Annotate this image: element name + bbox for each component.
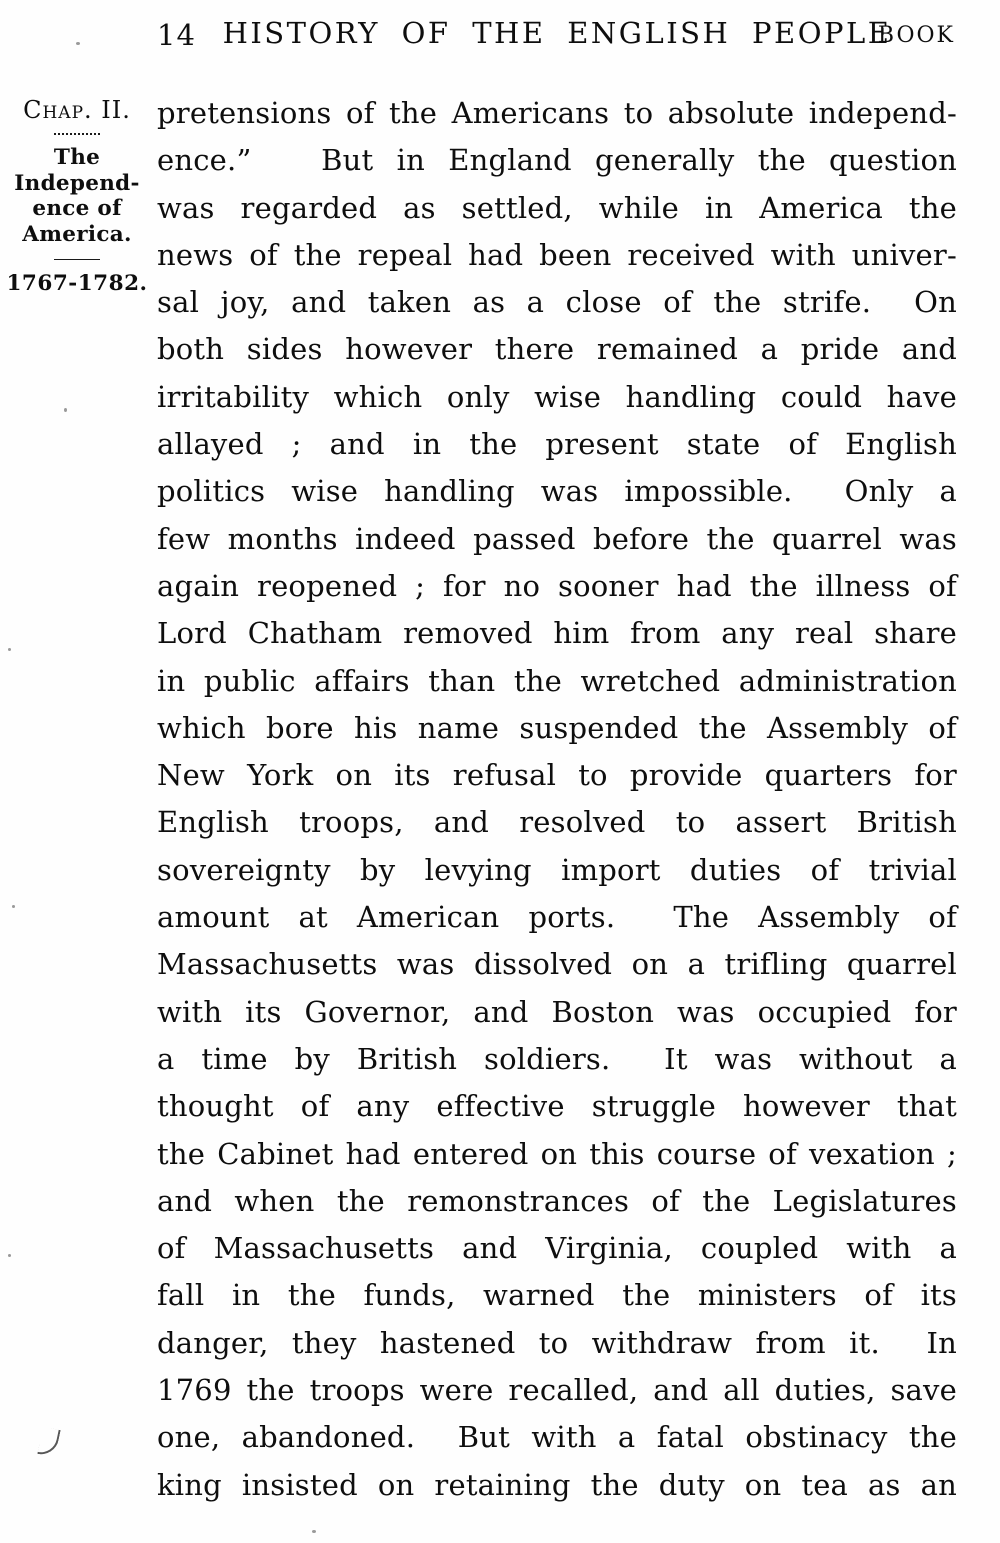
- margin-divider: [54, 133, 100, 135]
- body-line: king insisted on retaining the duty on tea as an: [157, 1467, 957, 1502]
- margin-note-line: ence of: [32, 196, 122, 221]
- running-title: HISTORY OF THE ENGLISH PEOPLE: [222, 16, 892, 50]
- chapter-label: Chap. II.: [23, 96, 131, 124]
- scan-speck: [312, 1530, 316, 1533]
- body-line: New York on its refusal to provide quarters for: [157, 758, 957, 793]
- body-line: was regarded as settled, while in America the: [157, 190, 957, 225]
- body-line: fall in the funds, warned the ministers of its: [157, 1278, 957, 1313]
- body-line: danger, they hastened to withdraw from it. In: [157, 1325, 957, 1360]
- body-line: Lord Chatham removed him from any real share: [157, 616, 957, 651]
- margin-notes: [6, 96, 148, 296]
- scan-speck: [76, 42, 80, 45]
- scan-speck: [12, 905, 15, 908]
- body-line: both sides however there remained a pride and: [157, 332, 957, 367]
- margin-date: 1767-1782.: [6, 271, 148, 296]
- body-line: with its Governor, and Boston was occupied for: [157, 994, 957, 1029]
- body-line: politics wise handling was impossible. Only a: [157, 474, 957, 509]
- body-line: 1769 the troops were recalled, and all duties, save: [157, 1373, 957, 1408]
- body-line: of Massachusetts and Virginia, coupled with a: [157, 1231, 957, 1266]
- scan-speck: [8, 1254, 11, 1257]
- margin-note-line: America.: [22, 221, 132, 247]
- body-line: Massachusetts was dissolved on a trifling quarrel: [157, 947, 957, 982]
- body-line: again reopened ; for no sooner had the illness of: [157, 568, 957, 603]
- scan-speck: [64, 408, 67, 412]
- margin-divider: [54, 259, 100, 260]
- body-line: and when the remonstrances of the Legislatures: [157, 1183, 957, 1218]
- body-line: sovereignty by levying import duties of trivial: [157, 852, 957, 887]
- body-line: amount at American ports. The Assembly of: [157, 900, 957, 935]
- body-line: English troops, and resolved to assert British: [157, 805, 957, 840]
- body-line: thought of any effective struggle however that: [157, 1089, 957, 1124]
- margin-note-line: The: [53, 145, 101, 170]
- body-line: irritability which only wise handling could have: [157, 379, 957, 414]
- body-line: one, abandoned. But with a fatal obstinacy the: [157, 1420, 957, 1455]
- body-line: sal joy, and taken as a close of the strife. On: [157, 285, 957, 320]
- margin-note-title: [6, 145, 148, 247]
- book-signature-label: BOOK: [877, 23, 955, 48]
- body-line: news of the repeal had been received with univer-: [157, 237, 957, 272]
- body-line: pretensions of the Americans to absolute independ-: [157, 96, 957, 130]
- page-header: [157, 16, 957, 52]
- body-line: the Cabinet had entered on this course of vexation ;: [157, 1136, 957, 1171]
- scan-speck: [8, 648, 11, 651]
- body-line: which bore his name suspended the Assembly of: [157, 710, 957, 745]
- margin-note-line: Independ-: [14, 170, 140, 196]
- body-line: allayed ; and in the present state of English: [157, 427, 957, 462]
- body-line: a time by British soldiers. It was without a: [157, 1041, 957, 1076]
- page-number: 14: [157, 18, 196, 52]
- body-line: ence.” But in England generally the question: [157, 143, 957, 178]
- body-line: in public affairs than the wretched administration: [157, 663, 957, 698]
- body-text: [157, 90, 957, 1509]
- body-line: few months indeed passed before the quarrel was: [157, 521, 957, 556]
- pen-mark-artifact: [37, 1426, 60, 1457]
